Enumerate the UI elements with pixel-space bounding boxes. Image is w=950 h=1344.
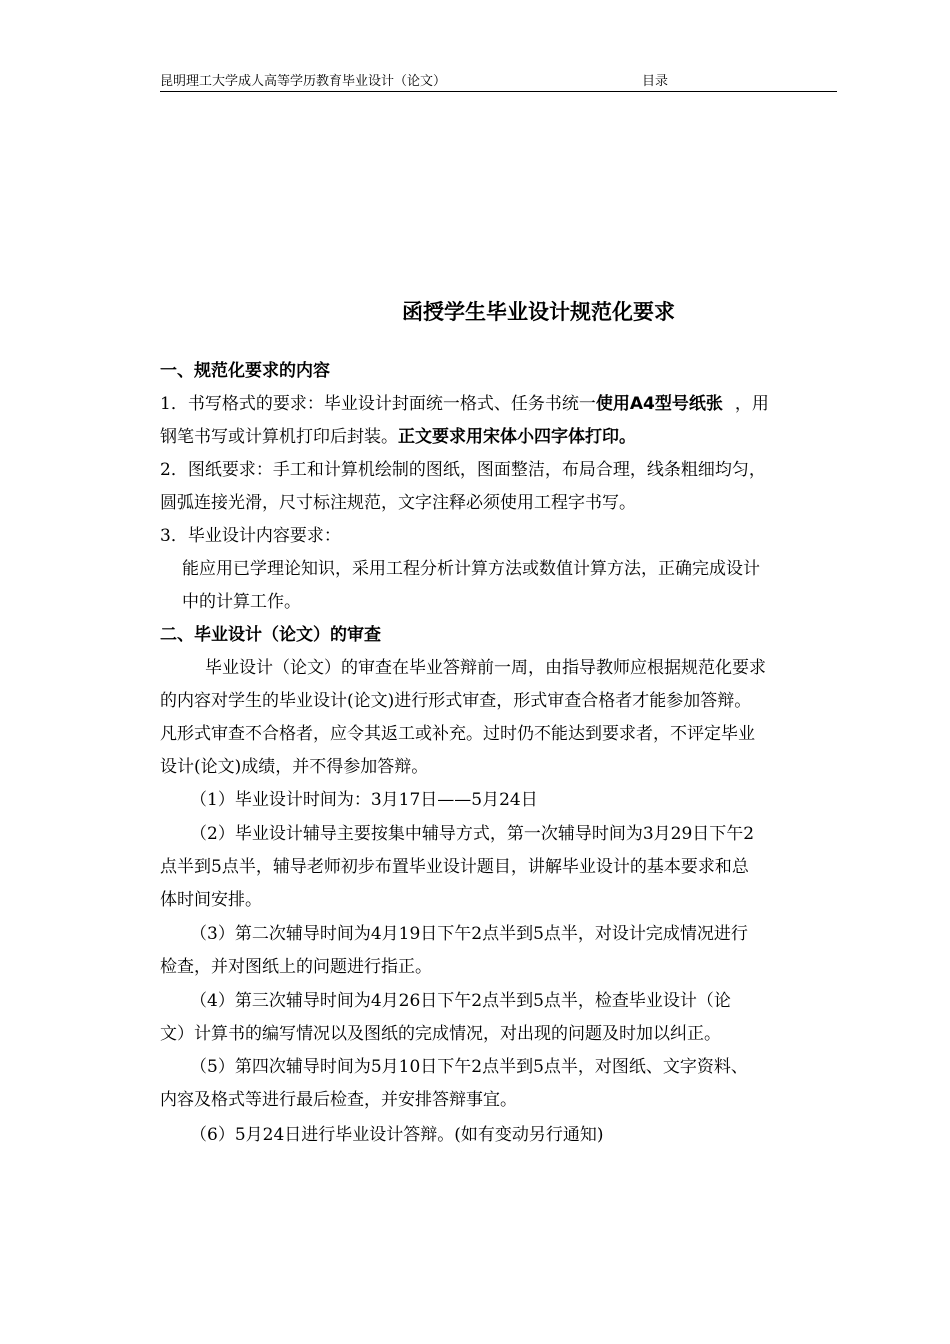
item-1-cont: 钢笔书写或计算机打印后封装。 <box>160 427 398 447</box>
schedule-item-6: （6）5月24日进行毕业设计答辩。(如有变动另行通知) <box>190 1125 604 1145</box>
item-3-line-2: 能应用已学理论知识，采用工程分析计算方法或数值计算方法，正确完成设计 <box>182 559 760 579</box>
schedule-item-2-line-1: （2）毕业设计辅导主要按集中辅导方式，第一次辅导时间为3月29日下午2 <box>190 824 755 844</box>
schedule-item-5-line-1: （5）第四次辅导时间为5月10日下午2点半到5点半，对图纸、文字资料、 <box>190 1057 748 1077</box>
schedule-item-3-line-2: 检查，并对图纸上的问题进行指正。 <box>160 957 432 977</box>
schedule-item-2-line-2: 点半到5点半，辅导老师初步布置毕业设计题目，讲解毕业设计的基本要求和总 <box>160 857 749 877</box>
review-para-line-4: 设计(论文)成绩，并不得参加答辩。 <box>160 757 429 777</box>
item-1-tail: ，用 <box>734 394 769 414</box>
document-title: 函授学生毕业设计规范化要求 <box>402 300 675 324</box>
schedule-item-4-line-2: 文）计算书的编写情况以及图纸的完成情况，对出现的问题及时加以纠正。 <box>160 1024 721 1044</box>
section-heading-1: 一、规范化要求的内容 <box>160 361 330 381</box>
schedule-item-1: （1）毕业设计时间为：3月17日——5月24日 <box>190 790 538 810</box>
schedule-item-2-line-3: 体时间安排。 <box>160 890 262 910</box>
page-header <box>160 72 837 92</box>
section-heading-2: 二、毕业设计（论文）的审查 <box>160 625 381 645</box>
item-1-line-2 <box>160 426 636 448</box>
item-3-line-3: 中的计算工作。 <box>182 592 301 612</box>
item-3-line-1: 3．毕业设计内容要求： <box>160 526 341 546</box>
review-para-line-1: 毕业设计（论文）的审查在毕业答辩前一周，由指导教师应根据规范化要求 <box>205 658 766 678</box>
header-document-title: 昆明理工大学成人高等学历教育毕业设计（论文） <box>160 74 447 89</box>
review-para-line-3: 凡形式审查不合格者，应令其返工或补充。过时仍不能达到要求者，不评定毕业 <box>160 724 755 744</box>
schedule-item-3-line-1: （3）第二次辅导时间为4月19日下午2点半到5点半，对设计完成情况进行 <box>190 924 748 944</box>
item-2-line-2: 圆弧连接光滑，尺寸标注规范，文字注释必须使用工程字书写。 <box>160 493 636 513</box>
item-1-text: 1．书写格式的要求：毕业设计封面统一格式、任务书统一 <box>160 394 596 414</box>
header-section-label: 目录 <box>642 74 669 89</box>
item-1-bold-text: 使用A4型号纸张 <box>595 394 723 414</box>
schedule-item-5-line-2: 内容及格式等进行最后检查，并安排答辩事宜。 <box>160 1090 517 1110</box>
item-1-line-1 <box>160 393 769 415</box>
item-2-line-1: 2．图纸要求：手工和计算机绘制的图纸，图面整洁，布局合理，线条粗细均匀， <box>160 460 766 480</box>
schedule-item-4-line-1: （4）第三次辅导时间为4月26日下午2点半到5点半，检查毕业设计（论 <box>190 991 731 1011</box>
review-para-line-2: 的内容对学生的毕业设计(论文)进行形式审查，形式审查合格者才能参加答辩。 <box>160 691 752 711</box>
item-1-bold-requirement: 正文要求用宋体小四字体打印。 <box>398 427 636 447</box>
